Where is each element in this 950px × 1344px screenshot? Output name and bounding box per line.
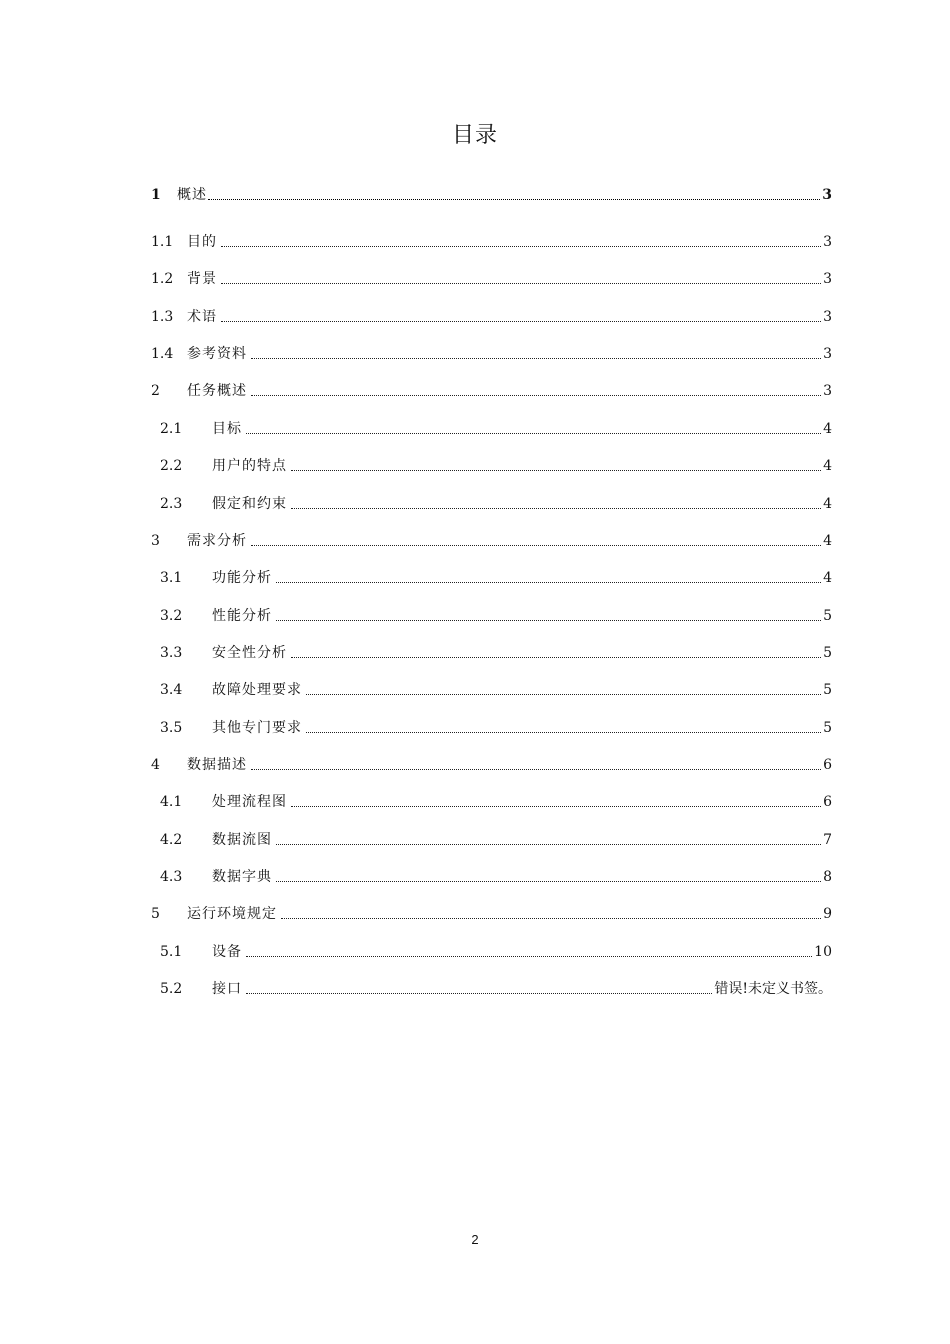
toc-dot-leader: [276, 881, 821, 882]
toc-entry-label: 假定和约束: [212, 496, 287, 512]
toc-entry[interactable]: [151, 940, 832, 962]
toc-entry-label: 术语: [187, 309, 217, 325]
toc-entry-label: 安全性分析: [212, 645, 287, 661]
toc-entry[interactable]: [151, 865, 832, 887]
toc-entry[interactable]: [151, 678, 832, 700]
toc-entry[interactable]: [151, 267, 832, 289]
toc-entry[interactable]: [151, 454, 832, 476]
toc-dot-leader: [246, 993, 712, 994]
toc-title: 目录: [451, 123, 498, 148]
toc-entry-page: 9: [823, 906, 832, 922]
toc-entry-label: 处理流程图: [212, 794, 287, 810]
toc-entry[interactable]: [151, 529, 832, 551]
toc-entry-number: 4.1: [160, 794, 183, 810]
toc-entry[interactable]: [151, 183, 832, 205]
toc-entry[interactable]: [151, 753, 832, 775]
toc-entry-page: 4: [823, 458, 832, 474]
toc-entry-label: 其他专门要求: [212, 720, 302, 736]
toc-entry-label: 接口: [212, 981, 242, 997]
toc-dot-leader: [221, 283, 821, 284]
toc-entry-number: 3.3: [160, 645, 183, 661]
toc-entry-label: 任务概述: [187, 383, 247, 399]
toc-entry-page: 10: [814, 944, 832, 960]
toc-entry-number: 1.4: [151, 346, 174, 362]
toc-entry-number: 4.2: [160, 832, 183, 848]
toc-entry[interactable]: [151, 379, 832, 401]
toc-dot-leader: [221, 321, 821, 322]
toc-entry-page: 5: [823, 720, 832, 736]
toc-entry-number: 2.3: [160, 496, 183, 512]
toc-entry[interactable]: [151, 977, 832, 999]
toc-entry-number: 2: [151, 383, 160, 399]
toc-dot-leader: [251, 769, 821, 770]
toc-entry-page: 5: [823, 682, 832, 698]
toc-entry-number: 5.2: [160, 981, 183, 997]
toc-entry-number: 1.1: [151, 234, 174, 250]
toc-entry-label: 数据字典: [212, 869, 272, 885]
toc-dot-leader: [291, 470, 821, 471]
toc-entry-number: 2.1: [160, 421, 183, 437]
toc-entry-label: 故障处理要求: [212, 682, 302, 698]
toc-dot-leader: [306, 694, 821, 695]
toc-entry-label: 参考资料: [187, 346, 247, 362]
toc-dot-leader: [251, 545, 821, 546]
toc-dot-leader: [291, 508, 821, 509]
toc-dot-leader: [221, 246, 821, 247]
toc-dot-leader: [276, 844, 821, 845]
toc-dot-leader: [291, 806, 821, 807]
toc-entry-label: 运行环境规定: [187, 906, 277, 922]
toc-entry-page: 错误!未定义书签。: [714, 981, 832, 997]
toc-entry-page: 4: [823, 496, 832, 512]
toc-entry-label: 目的: [187, 234, 217, 250]
toc-entry-page: 8: [823, 869, 832, 885]
toc-entry-number: 1.3: [151, 309, 174, 325]
toc-entry-label: 用户的特点: [212, 458, 287, 474]
toc-entry[interactable]: [151, 566, 832, 588]
toc-entry-page: 3: [822, 187, 832, 203]
toc-dot-leader: [306, 732, 821, 733]
toc-entry-number: 3.4: [160, 682, 183, 698]
toc-entry-page: 6: [823, 794, 832, 810]
toc-entry-label: 功能分析: [212, 570, 272, 586]
toc-dot-leader: [276, 620, 821, 621]
toc-entry-page: 4: [823, 421, 832, 437]
toc-entry[interactable]: [151, 716, 832, 738]
toc-entry-number: 5: [151, 906, 160, 922]
toc-entry[interactable]: [151, 604, 832, 626]
toc-entry-label: 数据描述: [187, 757, 247, 773]
toc-entry-label: 性能分析: [212, 608, 272, 624]
toc-entry[interactable]: [151, 641, 832, 663]
toc-dot-leader: [281, 918, 821, 919]
toc-entry-number: 1: [151, 187, 161, 203]
toc-entry-page: 5: [823, 608, 832, 624]
toc-entry[interactable]: [151, 417, 832, 439]
page-number: 2: [471, 1232, 479, 1247]
toc-entry-page: 3: [823, 271, 832, 287]
toc-entry-number: 4: [151, 757, 160, 773]
toc-entry-label: 概述: [177, 187, 207, 203]
toc-entry-page: 5: [823, 645, 832, 661]
toc-entry-page: 7: [823, 832, 832, 848]
toc-dot-leader: [251, 358, 821, 359]
toc-entry-number: 5.1: [160, 944, 183, 960]
toc-entry[interactable]: [151, 492, 832, 514]
toc-entry-number: 3.5: [160, 720, 183, 736]
toc-entry-label: 需求分析: [187, 533, 247, 549]
toc-entry-number: 1.2: [151, 271, 174, 287]
toc-entry[interactable]: [151, 305, 832, 327]
toc-entry-label: 设备: [212, 944, 242, 960]
toc-dot-leader: [246, 956, 812, 957]
toc-entry[interactable]: [151, 790, 832, 812]
toc-dot-leader: [251, 395, 821, 396]
toc-dot-leader: [276, 582, 821, 583]
toc-entry[interactable]: [151, 828, 832, 850]
toc-entry-label: 背景: [187, 271, 217, 287]
toc-entry-number: 3.1: [160, 570, 183, 586]
toc-entry-page: 3: [823, 383, 832, 399]
toc-entry-number: 3.2: [160, 608, 183, 624]
toc-entry-page: 4: [823, 533, 832, 549]
toc-entry-page: 3: [823, 309, 832, 325]
toc-dot-leader: [208, 199, 820, 200]
toc-dot-leader: [246, 433, 821, 434]
toc-dot-leader: [291, 657, 821, 658]
toc-entry-page: 4: [823, 570, 832, 586]
toc-entry-label: 数据流图: [212, 832, 272, 848]
toc-entry[interactable]: [151, 342, 832, 364]
toc-entry[interactable]: [151, 902, 832, 924]
toc-entry-page: 3: [823, 346, 832, 362]
toc-entry-number: 2.2: [160, 458, 183, 474]
toc-entry-page: 3: [823, 234, 832, 250]
toc-entry-page: 6: [823, 757, 832, 773]
toc-entry-number: 3: [151, 533, 160, 549]
toc-entry-label: 目标: [212, 421, 242, 437]
toc-entry[interactable]: [151, 230, 832, 252]
toc-entry-number: 4.3: [160, 869, 183, 885]
